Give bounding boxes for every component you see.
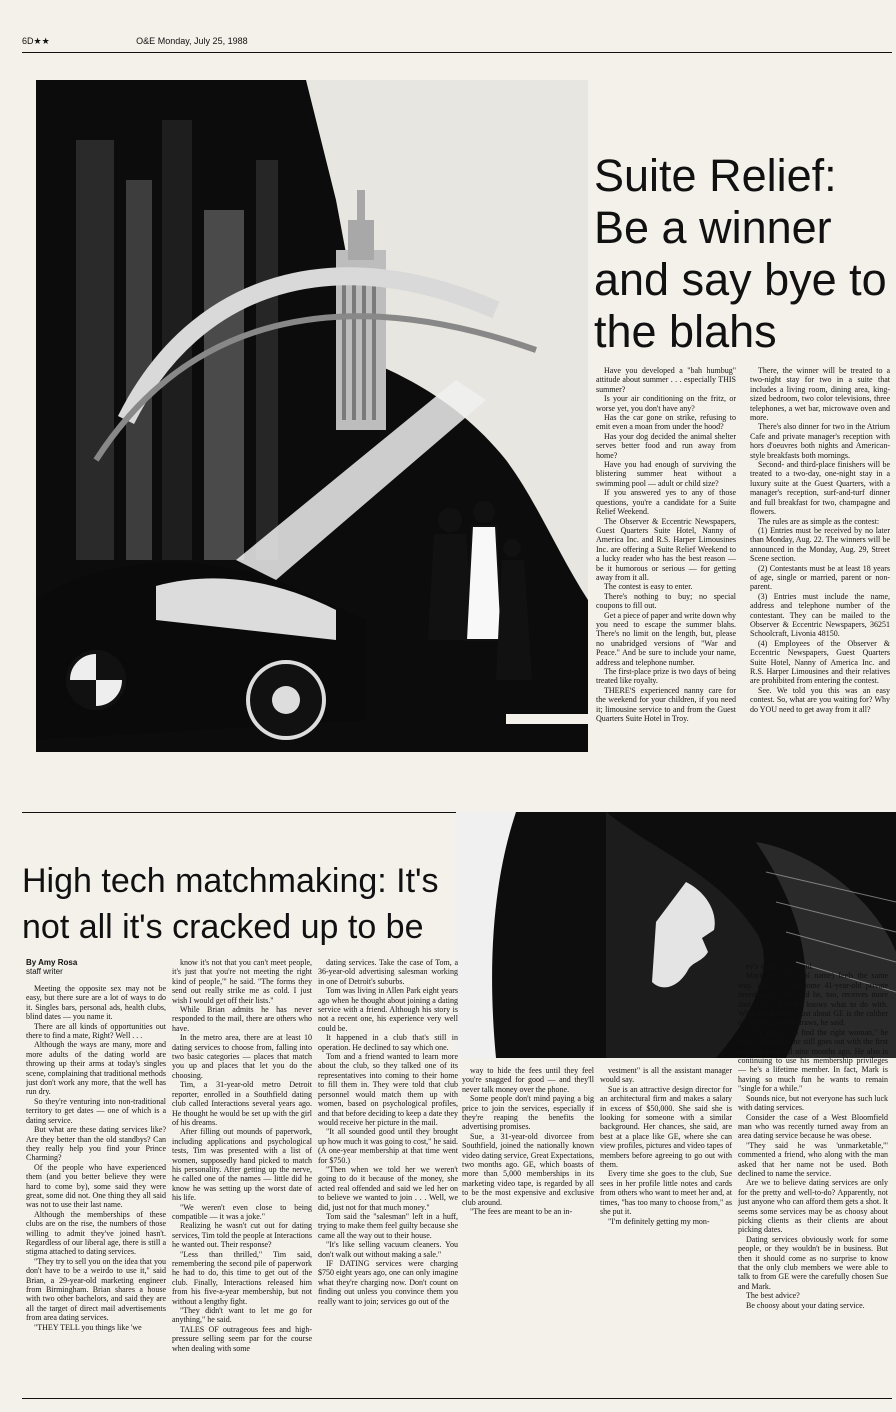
article-paragraph: THERE'S experienced nanny care for the weekend for your children, if you need it; limousine service to and from the Guest Quarters Suite Hotel in Troy. (596, 685, 736, 724)
article-paragraph: Every time she goes to the club, Sue sees in her profile little notes and cards from others who want to meet her and, at times, "has too many to choose from," as she put it. (600, 1169, 732, 1217)
suite-relief-headline: Suite Relief: Be a winner and say bye to the blahs (594, 150, 887, 357)
article-paragraph: (3) Entries must include the name, address and telephone number of the contestant. They can be mailed to the Observer & Eccentric Newspapers, 36251 Schoolcraft, Livonia 48150. (750, 591, 890, 639)
article-paragraph: Has the car gone on strike, refusing to emit even a moan from under the hood? (596, 413, 736, 432)
article-paragraph: Get a piece of paper and write down why you need to escape the summer blahs. There's no limit on the length, but, please no unabridged versions of "War and Peace." And be sure to include your name, address and telephone number. (596, 610, 736, 667)
article-paragraph: ey's worth," she said. (746, 962, 814, 971)
bottom-rule (22, 1398, 892, 1399)
article-paragraph: "It all sounded good until they brought up how much it was going to cost," he said. (A one-year membership at that time went for $750.) (318, 1127, 458, 1165)
article-paragraph: "They said he was 'unmarketable,'" commented a friend, who along with the man asked that her name not be used. Both declined to name the service. (738, 1140, 888, 1178)
top-rule (22, 52, 892, 53)
article-paragraph: Of the people who have experienced them (and you better believe they were hard to come by), some said they were great, some did not. One thing they all said was not to use their last name. (26, 1162, 166, 1210)
article-paragraph: know it's not that you can't meet people, it's just that you're not meeting the right kind of people,'" he said. "The forms they send out really strike me as cold. I just wish I would get off their lists." (172, 958, 312, 1005)
matchmaking-column-4 (462, 1066, 594, 1392)
article-paragraph: Be choosy about your dating service. (746, 1300, 865, 1310)
article-paragraph: But what are these dating services like? Are they better than the old standbys? Can they really help you find your Prince Charming? (26, 1125, 166, 1163)
article-paragraph: Sue is an attractive design director for an architectural firm and makes a salary in excess of $50,000. She said she is looking for someone with a similar background. Her chances, she said, are best at a place like GE, where she can view profiles, pictures and video tapes of members before agreeing to go out with them. (600, 1084, 732, 1170)
article-paragraph: If you answered yes to any of those questions, you're a candidate for a Suite Relief Weekend. (596, 488, 736, 517)
article-paragraph: So they're venturing into non-traditional territory to get dates — one of which is a dating service. (26, 1096, 166, 1125)
matchmaking-headline: High tech matchmaking: It's not all it's cracked up to be (22, 862, 439, 946)
suite-relief-column-2 (750, 366, 890, 786)
article-paragraph: Have you developed a "bah humbug" attitude about summer . . . especially THIS summer? (596, 366, 736, 394)
matchmaking-column-1 (26, 984, 166, 1392)
issue-date: Monday, July 25, 1988 (157, 36, 248, 46)
article-paragraph: dating services. Take the case of Tom, a 36-year-old advertising salesman working in one of Detroit's suburbs. (318, 958, 458, 986)
city-illustration-art (36, 80, 588, 752)
article-paragraph: The best advice? (746, 1291, 800, 1301)
article-paragraph: Meeting the opposite sex may not be easy, but there sure are a lot of ways to do it. Singles bars, personal ads, health clubs, blind dates — you name it. (26, 984, 166, 1022)
article-paragraph: While Brian admits he has never responded to the mail, there are others who have. (172, 1005, 312, 1033)
article-paragraph: Are we to believe dating services are only for the pretty and well-to-do? Apparently, not just anyone who can afford them gets a shot. It seems some services may be as choosy about picking clients as their clients are about picking dates. (738, 1178, 888, 1235)
byline-role: staff writer (26, 967, 63, 976)
article-paragraph: In the metro area, there are at least 10 dating services to choose from, falling into two basic categories — places that match you up and places that let you do the choosing. (172, 1033, 312, 1080)
article-paragraph: The first-place prize is two days of being treated like royalty. (596, 667, 736, 686)
article-paragraph: Sounds nice, but not everyone has such luck with dating services. (738, 1093, 888, 1113)
article-paragraph: Mark (not his real name) feels the same way. He is a handsome 41-year-old private investigator who said he, too, receives more date offers than he knows what to do with. What Mark likes most about GE is the caliber of people the club draws, he said. (738, 971, 888, 1028)
article-paragraph: (1) Entries must be received by no later than Monday, Aug. 22. The winners will be announced in the Monday, Aug. 29, Street Scene section. (750, 525, 890, 564)
article-paragraph: Tom said the "salesman" left in a huff, trying to make them feel guilty because she came all the way out to their house. (318, 1211, 458, 1240)
article-paragraph: See. We told you this was an easy contest. So, what are you waiting for? Why do YOU need to get away from it all? (750, 685, 890, 714)
byline (26, 958, 166, 976)
section-name: O&E (136, 36, 156, 46)
article-paragraph: Have you had enough of surviving the blistering summer heat without a swimming pool — adult or child size? (596, 460, 736, 488)
article-paragraph: "IT'S HARD to find the right woman," he said, adding that he still goes out with the first woman he dated nine months ago. He also is continuing to use his membership privileges — he's a lifetime member. In fact, Mark is having so much fun he wants to remain "single for a while." (738, 1027, 888, 1094)
article-paragraph: way to hide the fees until they feel you're snagged for good — and they'll never talk money over the phone. (462, 1066, 594, 1094)
article-paragraph: Tom was living in Allen Park eight years ago when he thought about joining a dating service with a friend. Although his story is not a recent one, his experience very well could be. (318, 986, 458, 1033)
page-number: 6D★★ (22, 36, 50, 46)
article-paragraph: Sue, a 31-year-old divorcee from Southfield, joined the nationally known video dating service, Great Expectations, two months ago. GE, which boasts of more than 5,000 memberships in its marketing video tape, is regarded by all to be the most expensive and exclusive club around. (462, 1131, 594, 1207)
article-paragraph: (4) Employees of the Observer & Eccentric Newspapers, Guest Quarters Suite Hotel, Nanny of America Inc. and R.S. Harper Limousines and their relatives are prohibited from entering the contest. (750, 638, 890, 686)
matchmaking-column-6 (738, 962, 888, 1392)
article-paragraph: Is your air conditioning on the fritz, or worse yet, you don't have any? (596, 394, 736, 413)
article-paragraph: The contest is easy to enter. (604, 582, 693, 592)
article-paragraph: "Less than thrilled," Tim said, remembering the second pile of paperwork he had to do, this time to get out of the club. Finally, Interactions released him from his five-a-year membership, but not without a lengthy fight. (172, 1249, 312, 1306)
article-paragraph: Second- and third-place finishers will be treated to a two-day, one-night stay in a luxury suite at the Guest Quarters, with a manager's reception, surf-and-turf dinner and full breakfast for two, champagne and flowers. (750, 460, 890, 517)
article-paragraph: Some people don't mind paying a big price to join the services, especially if they're reaping the benefits the advertising promises. (462, 1094, 594, 1132)
article-paragraph: Consider the case of a West Bloomfield man who was recently turned away from an area dating service because he was obese. (738, 1112, 888, 1141)
article-paragraph: "We weren't even close to being compatible — it was a joke." (172, 1202, 312, 1221)
article-paragraph: After filling out mounds of paperwork, including applications and psychological tests, Tim was presented with a list of women, supposedly hand picked to match his personality. After getting up the nerve, he called one of the names — little did he know he was setting up the worst date of his life. (172, 1127, 312, 1203)
article-paragraph: "The fees are meant to be an in- (470, 1207, 573, 1217)
city-illustration (36, 80, 588, 752)
article-paragraph: IF DATING services were charging $750 eight years ago, one can only imagine what they're charging now. Don't count on finding out unless you convince them you really want to join; services go out of the (318, 1259, 458, 1306)
article-paragraph: Has your dog decided the animal shelter serves better food and run away from home? (596, 431, 736, 460)
page-folio (22, 36, 248, 47)
article-paragraph: It happened in a club that's still in operation. He declined to say which one. (318, 1033, 458, 1052)
matchmaking-column-2 (172, 958, 312, 1392)
suite-relief-column-1 (596, 366, 736, 786)
article-paragraph: There, the winner will be treated to a two-night stay for two in a suite that includes a living room, dining area, king-sized bedroom, two color televisions, three telephones, a wet bar, microwave oven and more. (750, 366, 890, 423)
article-paragraph: Dating services obviously work for some people, or they wouldn't be in business. But then it should come as no surprise to know that the only club members we were able to talk to from GE were the carefully chosen Sue and Mark. (738, 1234, 888, 1291)
article-paragraph: Tim, a 31-year-old metro Detroit reporter, enrolled in a Southfield dating club called Interactions several years ago. He thought he would be set up with the girl of his dreams. (172, 1080, 312, 1127)
article-paragraph: vestment" is all the assistant manager would say. (600, 1066, 732, 1085)
article-paragraph: There's nothing to buy; no special coupons to fill out. (596, 591, 736, 611)
matchmaking-column-3 (318, 958, 458, 1392)
matchmaking-column-5 (600, 1066, 732, 1392)
article-paragraph: Although the memberships of these clubs are on the rise, the numbers of those willing to admit they've joined hasn't. Regardless of our liberal age, there is still a stigma attached to dating services. (26, 1209, 166, 1257)
article-paragraph: Tom and a friend wanted to learn more about the club, so they talked one of its representatives into coming to their home to fill them in. They were told that club personnel would match them up with women, based on psychological profiles, and that before deciding to keep a date they would receive her picture in the mail. (318, 1052, 458, 1127)
article-paragraph: "Then when we told her we weren't going to do it because of the money, she acted real offended and said we led her on to believe we wanted to join . . . Well, we did, just not for that much money." (318, 1164, 458, 1212)
article-paragraph: Realizing he wasn't cut out for dating services, Tim told the people at Interactions he wanted out. Their response? (172, 1221, 312, 1250)
article-paragraph: "I'm definitely getting my mon- (608, 1216, 710, 1226)
article-paragraph: (2) Contestants must be at least 18 years of age, single or married, parent or non-parent. (750, 563, 890, 592)
article-paragraph: The rules are as simple as the contest: (758, 516, 880, 526)
article-paragraph: "They try to sell you on the idea that you don't have to be a weirdo to use it," said Brian, a 29-year-old marketing engineer from Birmingham. Brian shares a house with two other bachelors, and said they are all the target of direct mail advertisements from area dating services. (26, 1256, 166, 1323)
article-paragraph: "They didn't want to let me go for anything," he said. (172, 1306, 312, 1325)
article-paragraph: Although the ways are many, more and more adults of the dating world are throwing up their arms at today's singles scene, complaining that traditional methods just don't work any more, that the well has run dry. (26, 1040, 166, 1097)
article-paragraph: There are all kinds of opportunities out there to find a mate, Right? Well . . . (26, 1021, 166, 1041)
article-paragraph: TALES OF outrageous fees and high-pressure selling seem par for the course when dealing with some (172, 1324, 312, 1353)
article-paragraph: The Observer & Eccentric Newspapers, Guest Quarters Suite Hotel, Nanny of America Inc. and R.S. Harper Limousines Inc. are offering a Suite Relief Weekend to a lucky reader who has the best reason — be it humorous or serious — for getting away from it all. (596, 516, 736, 582)
article-paragraph: "THEY TELL you things like 'we (34, 1322, 142, 1332)
article-paragraph: There's also dinner for two in the Atrium Cafe and private manager's reception with hors d'oeuvres both nights and American-style breakfasts both mornings. (750, 422, 890, 460)
article-paragraph: "It's like selling vacuum cleaners. You don't walk out without making a sale." (318, 1240, 458, 1259)
byline-name: By Amy Rosa (26, 958, 78, 967)
